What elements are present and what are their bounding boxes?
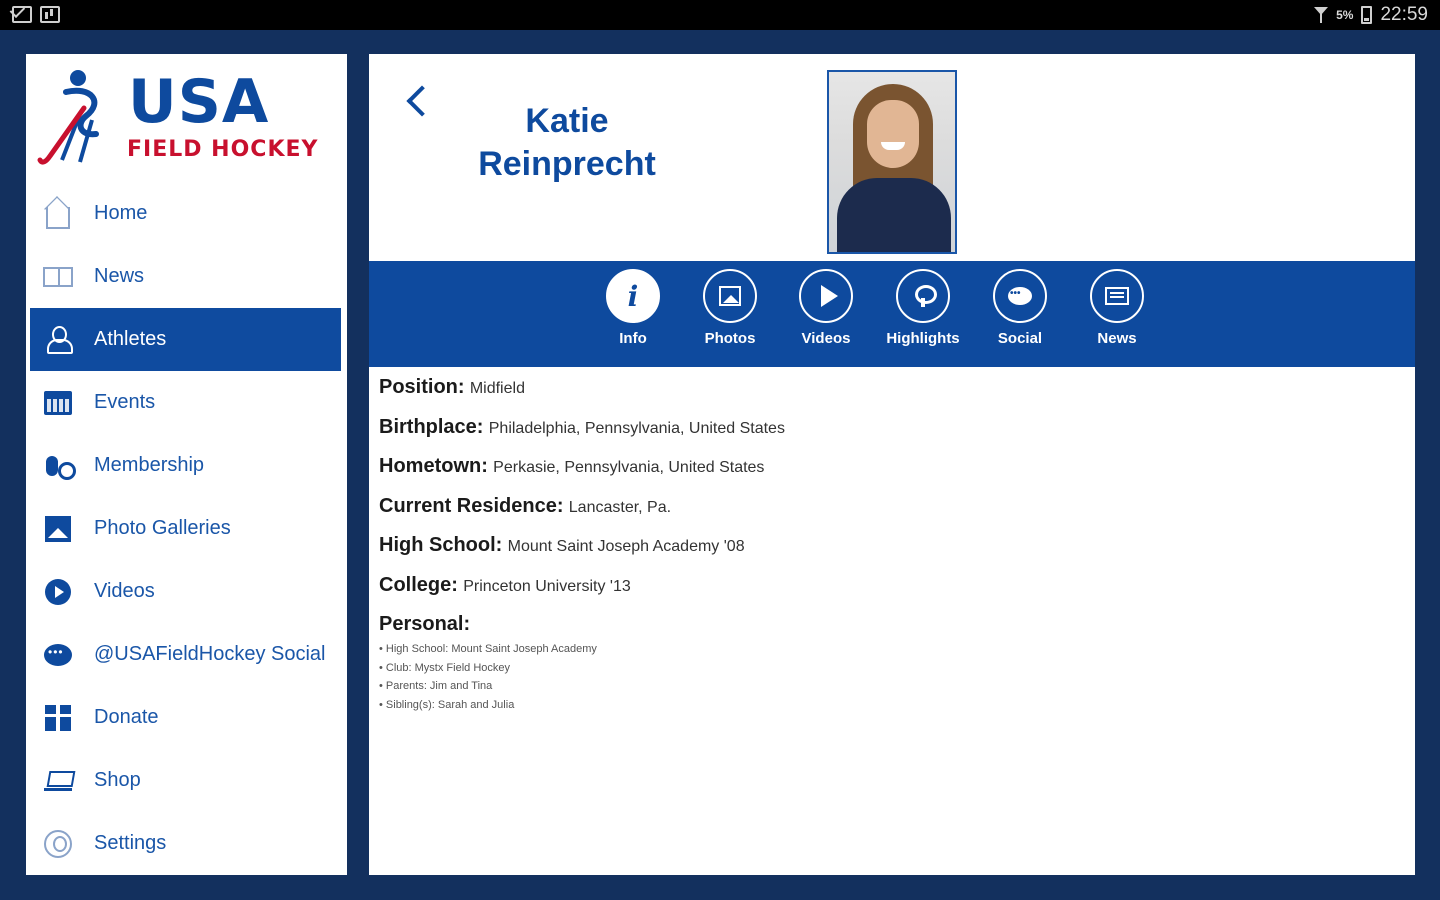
info-high-school	[379, 534, 1399, 574]
tab-label: Videos	[801, 330, 851, 347]
sidebar-item-label: Videos	[94, 580, 155, 602]
logo-field-hockey-text: FIELD HOCKEY	[127, 137, 319, 162]
usa-field-hockey-logo[interactable]	[36, 64, 336, 179]
info-icon: i	[606, 269, 660, 323]
tab-label: News	[1097, 330, 1137, 347]
newspaper-icon	[1090, 269, 1144, 323]
sidebar-item-settings[interactable]	[26, 812, 347, 875]
tab-label: Highlights	[886, 330, 960, 347]
sidebar-item-label: @USAFieldHockey Social	[94, 643, 326, 665]
cart-icon	[42, 766, 74, 796]
tab-label: Social	[997, 330, 1043, 347]
battery-percent: 5%	[1336, 8, 1354, 22]
athlete-name	[449, 100, 685, 186]
battery-icon	[1361, 6, 1372, 24]
home-icon	[42, 199, 74, 229]
sidebar-item-label: Home	[94, 202, 148, 224]
play-icon	[42, 577, 74, 607]
list-item: • High School: Mount Saint Joseph Academy	[379, 643, 597, 655]
sidebar-item-social[interactable]	[26, 623, 347, 686]
chat-icon	[42, 640, 74, 670]
sidebar-item-label: Photo Galleries	[94, 517, 231, 539]
info-personal	[379, 613, 1399, 714]
info-value: Perkasie, Pennsylvania, United States	[493, 459, 765, 476]
tab-highlights[interactable]	[878, 269, 968, 361]
sidebar-item-membership[interactable]	[26, 434, 347, 497]
info-birthplace	[379, 416, 1399, 456]
info-value: Lancaster, Pa.	[568, 498, 672, 516]
notification-icons	[12, 6, 60, 23]
calendar-icon	[42, 388, 74, 418]
clock: 22:59	[1380, 4, 1428, 25]
trophy-icon	[896, 269, 950, 323]
athlete-icon	[42, 325, 74, 355]
athlete-detail-panel	[369, 54, 1415, 875]
athlete-first-name: Katie	[525, 102, 609, 140]
sidebar-item-videos[interactable]	[26, 560, 347, 623]
sidebar-item-label: Events	[94, 391, 156, 413]
sidebar-item-label: Shop	[94, 769, 141, 791]
sidebar-item-athletes[interactable]	[30, 308, 341, 371]
sidebar-item-shop[interactable]	[26, 749, 347, 812]
tab-photos[interactable]	[685, 269, 775, 361]
gift-icon	[42, 703, 74, 733]
sidebar-item-photo-galleries[interactable]	[26, 497, 347, 560]
info-value: Philadelphia, Pennsylvania, United States	[488, 419, 785, 437]
list-item: • Parents: Jim and Tina	[379, 680, 493, 692]
sidebar-item-label: Donate	[94, 706, 159, 728]
status-bar	[0, 0, 1440, 30]
athlete-tab-bar	[369, 261, 1415, 367]
sidebar-item-news[interactable]	[26, 245, 347, 308]
settings-icon	[42, 829, 74, 859]
tab-info[interactable]	[588, 269, 678, 361]
athlete-info	[379, 376, 1399, 714]
sidebar-item-label: Settings	[94, 832, 167, 854]
personal-list	[379, 640, 1399, 714]
signal-icon	[1314, 7, 1328, 23]
chat-icon	[993, 269, 1047, 323]
info-key: High School:	[379, 534, 503, 556]
info-value: Princeton University '13	[463, 577, 631, 595]
info-key: Hometown:	[379, 455, 488, 477]
info-current-residence	[379, 495, 1399, 535]
tab-label: Info	[619, 330, 647, 347]
sidebar-item-events[interactable]	[26, 371, 347, 434]
info-hometown	[379, 455, 1399, 495]
info-key: Position:	[379, 376, 465, 398]
logo-usa-text: USA	[128, 67, 270, 137]
play-icon	[799, 269, 853, 323]
info-value: Midfield	[469, 380, 525, 397]
info-key: Personal:	[379, 613, 471, 635]
sidebar-item-label: News	[94, 265, 145, 287]
sidebar-item-home[interactable]	[26, 182, 347, 245]
info-college	[379, 574, 1399, 614]
mail-icon	[12, 6, 32, 23]
sidebar-nav	[26, 182, 347, 875]
tab-videos[interactable]	[781, 269, 871, 361]
sidebar	[26, 54, 347, 875]
list-item: • Sibling(s): Sarah and Julia	[379, 698, 515, 711]
newspaper-icon	[42, 262, 74, 292]
tab-social[interactable]	[975, 269, 1065, 361]
info-value: Mount Saint Joseph Academy '08	[507, 538, 745, 555]
photo-icon	[703, 269, 757, 323]
sidebar-item-label: Membership	[94, 454, 205, 476]
system-indicators	[1314, 4, 1428, 26]
info-position	[379, 376, 1399, 416]
sidebar-item-donate[interactable]	[26, 686, 347, 749]
info-key: College:	[379, 573, 458, 596]
list-item: • Club: Mystx Field Hockey	[379, 661, 510, 674]
info-key: Current Residence:	[379, 494, 564, 517]
chart-icon	[40, 6, 60, 23]
athlete-last-name: Reinprecht	[478, 145, 656, 183]
photo-gallery-icon	[42, 514, 74, 544]
back-button[interactable]	[401, 82, 431, 122]
tab-label: Photos	[704, 330, 756, 347]
athlete-photo	[827, 70, 957, 254]
info-key: Birthplace:	[379, 415, 484, 438]
player-logo-icon	[36, 64, 126, 174]
sidebar-item-label: Athletes	[94, 328, 167, 350]
membership-icon	[42, 451, 74, 481]
tab-news[interactable]	[1072, 269, 1162, 361]
